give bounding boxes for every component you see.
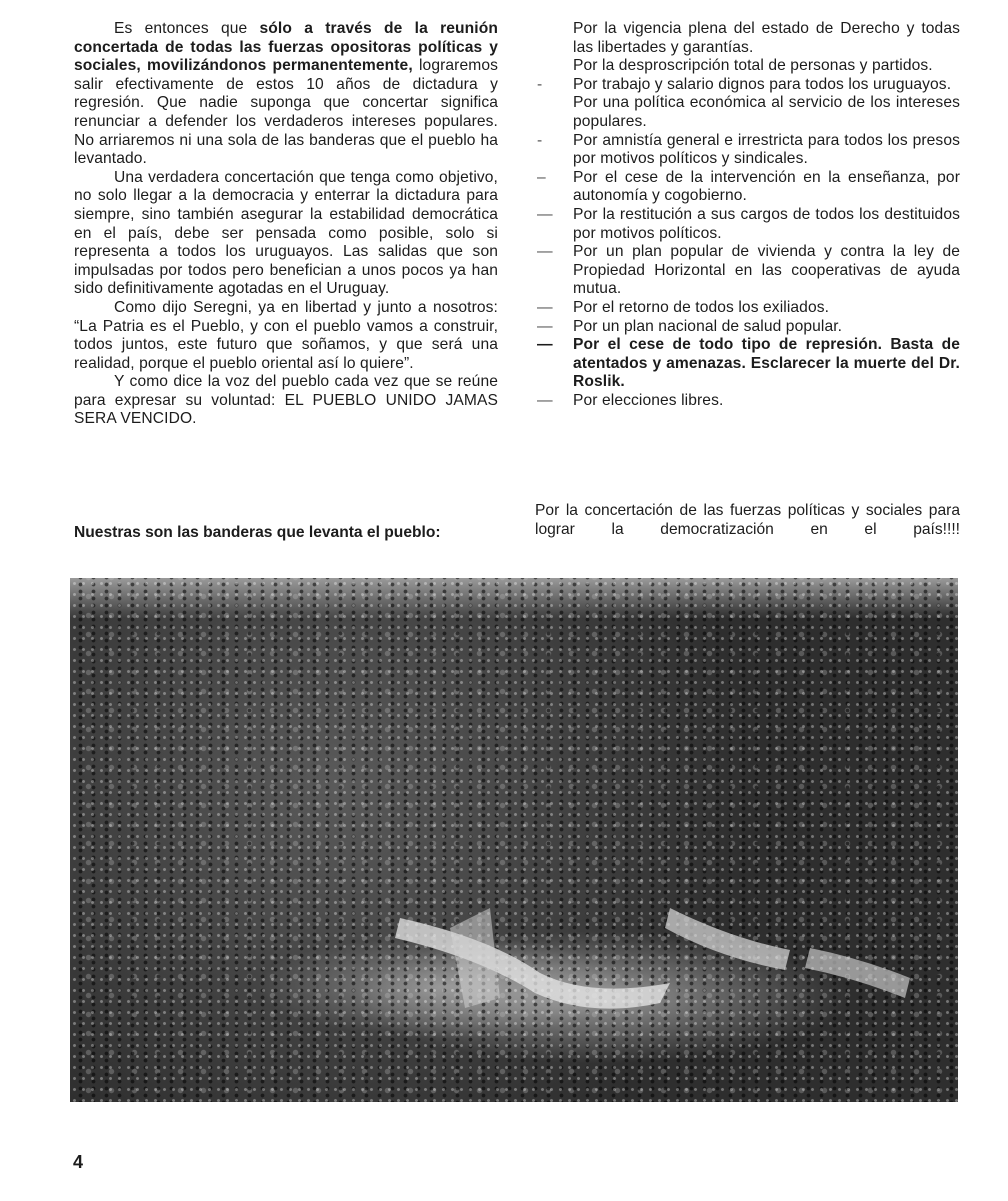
demand-item [535, 169, 960, 206]
dash-marker: — [537, 317, 553, 335]
demand-item [535, 76, 960, 95]
demand-item [535, 57, 960, 76]
dash-marker: - [537, 75, 543, 93]
page-number: 4 [73, 1152, 84, 1172]
demand-text: Por elecciones libres. [573, 391, 724, 409]
demand-text: Por la restitución a sus cargos de todos los destituidos por motivos políticos. [573, 205, 960, 242]
demand-text: Por el retorno de todos los exiliados. [573, 298, 830, 316]
demand-text: Por un plan nacional de salud popular. [573, 317, 843, 335]
segment: lograremos salir efectivamente de estos 10 años de dictadura y regresión. Que nadie suponga que concertar significa renunciar a defender los verdaderos intereses populares. No arriaremos ni una sola de las banderas que el pueblo ha levantado. [74, 57, 498, 168]
demand-text: Por el cese de todo tipo de represión. Basta de atentados y amenazas. Esclarecer la muerte del Dr. Roslik. [573, 336, 960, 391]
demand-text: Por un plan popular de vivienda y contra la ley de Propiedad Horizontal en las cooperativas de ayuda mutua. [573, 243, 960, 298]
closing-statement: Por la concertación de las fuerzas políticas y sociales para lograr la democratización en el país!!!! [535, 502, 960, 538]
demand-item [535, 132, 960, 169]
dash-marker: - [537, 131, 543, 149]
dash-marker: — [537, 243, 553, 261]
segment: Y como dice la voz del pueblo cada vez que se reúne para expresar su voluntad: EL PUEBLO UNIDO JAMAS SERA VENCIDO. [74, 373, 498, 428]
banner-shape [450, 908, 500, 1008]
left-column [74, 20, 498, 429]
segment-bold: sólo a través de la reunión concertada de todas las fuerzas opositoras políticas y sociales, movilizándonos permanentemente, [74, 20, 498, 75]
dash-marker [535, 20, 573, 57]
paragraph-pueblo-unido [74, 373, 498, 429]
demand-text: Por la vigencia plena del estado de Derecho y todas las libertades y garantías. [573, 20, 960, 56]
dash-marker [535, 94, 573, 131]
dash-marker [535, 57, 573, 76]
paragraph-verdadera-concertacion [74, 169, 498, 299]
demand-item-bold [535, 336, 960, 392]
demand-text: Por una política económica al servicio de los intereses populares. [573, 94, 960, 130]
banner-shape [805, 948, 910, 998]
dash-marker: – [537, 168, 546, 186]
segment: Una verdadera concertación que tenga como objetivo, no solo llegar a la democracia y enterrar la dictadura para siempre, sino también asegurar la estabilidad democrática en el país, debe ser pensada como posible, solo si representa a todos los uruguayos. Las salidas que son impulsadas por todos pero benefician a unos pocos ya han sido definitivamente agotadas en el Uruguay. [74, 168, 498, 298]
banner-shape [395, 918, 670, 1009]
crowd-banners-illustration [70, 578, 958, 1102]
dash-marker: — [537, 205, 553, 223]
demand-item [535, 392, 960, 411]
segment: Es entonces que [114, 20, 260, 37]
banderas-heading: Nuestras son las banderas que levanta el pueblo: [74, 524, 441, 541]
dash-marker: — [537, 298, 553, 316]
demand-item [535, 206, 960, 243]
segment: Como dijo Seregni, ya en libertad y junto a nosotros: “La Patria es el Pueblo, y con el pueblo vamos a construir, todos juntos, este futuro que soñamos, y que será una realidad, porque el pueblo oriental así lo quiere”. [74, 298, 498, 372]
demand-text: Por trabajo y salario dignos para todos los uruguayos. [573, 75, 952, 93]
paragraph-seregni-quote [74, 299, 498, 373]
banner-shape [665, 908, 790, 970]
paragraph-concertacion [74, 20, 498, 169]
demand-item [535, 94, 960, 131]
dash-marker: — [537, 391, 553, 409]
demand-text: Por amnistía general e irrestricta para todos los presos por motivos políticos y sindicales. [573, 131, 960, 168]
demand-text: Por el cese de la intervención en la enseñanza, por autonomía y cogobierno. [573, 168, 960, 205]
dash-marker: — [537, 336, 553, 354]
demand-item [535, 243, 960, 299]
demands-list [535, 20, 960, 410]
demand-item [535, 20, 960, 57]
demand-text: Por la desproscripción total de personas y partidos. [573, 57, 933, 75]
demand-item [535, 318, 960, 337]
crowd-photo [70, 578, 958, 1102]
demand-item [535, 299, 960, 318]
